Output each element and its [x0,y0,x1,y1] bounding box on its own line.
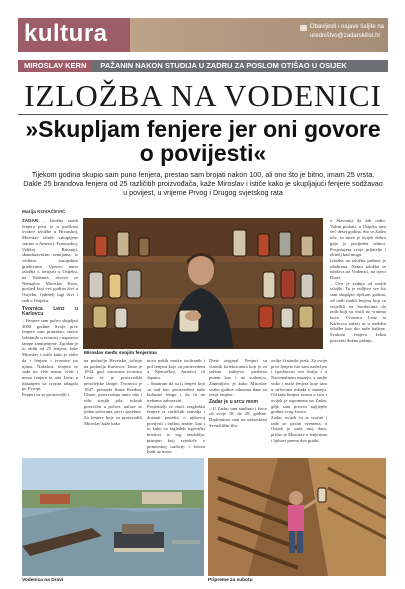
col1-para-1: – Izložba starih fenjera prva je u prošlosti ovakve izložbe u Hrvatskoj. Miroslav izlaže sakupljene starine u Americi, Francuskoj, Velikoj Britaniji, skandinavskim zemljama, te velikim europskim gradovima. Upravo tamo izložba i, ferujući u Osijeku, na Vodenici, otvorit će Nemajlov Miroslav Kern, posljeđ koji već godina živi u Osijeku, ljubitelj lugi živi i radi u Osijeku. [22,218,78,303]
kicker-subhead: PAŽANIN NAKON STUDIJA U ZADRU ZA POSLOM OTIŠAO U OSIJEK [100,61,347,70]
photo-pripreme-caption: Pripreme za subotu [208,578,253,583]
photo-vodenica-caption: Vodenica na Dravi [22,578,64,583]
section-title: kultura [24,20,108,47]
author-byline: Marija KOVAČEVIĆ [22,210,66,215]
col4-para-1: Dietz original. Fenjeri su vlasnik kolekcionara koji je za sobom zahtjeve prošetao putem kao i na vodenicu. Zanimljivo je kako Miroslav svako godine oduzima dane za svoje fenjere. [209,358,267,398]
photo-pripreme-graphic [208,458,386,576]
envelope-icon [300,25,307,31]
col1-para-3: Fenjeri su se proizvodili i [22,392,69,398]
photo-pripreme [208,458,386,576]
col1-para-2: – Fenjere sam počeo skupljati 2000. godine. Svoje prve fenjere sam pronašao, stavio faksimile u tvornici i napravio lampe zamijenjene. Zgodan je to oblik od 25 fenjera, kaže Miroslav i ističe kako je vidio da i fenjere i tvornice po njima. Nažalost, fenjera se sada ne više nema, tvrdi i nema fenjera iz rata Lenz, a tiskanjem sa svojim izlagala po Evropi. [22,317,78,392]
contact-line-2[interactable]: uredništvo@zadarskilist.hr [309,33,381,39]
photo-vodenica-graphic [22,458,204,576]
col1-subheading: Tvornica Lenz u Karlovcu [22,305,78,318]
lead-paragraph: Tijekom godina skupio sam puno fenjera, prestao sam brojati nakon 100, ali ono što je bitno, imam 25 vrsta. Dakle 25 brandova fenjera od 25 različitih proizvođača, kaže Miroslav i ističe kako je skupljajući fenjere sodžavao u povijest, u vrijeme Prvog i Drugog svjetskog rata [23,170,383,198]
article-column-6 [330,218,386,454]
col4-subheading: Zadar je u srcu mom [209,398,258,405]
section-header [18,18,388,52]
col4-para-2: – U Zadru sam studirao i živio od svoje 18. do 28. godine. Diplomirao sam na zadarskom Sveučilištu filo- [209,405,267,428]
col5-para-1: zofije i latinski jezik. Za svoje prve fenjere bio sam zadivljen i ispoštovao ove kutije i u Nacionalnom muzeju, a ondje vidio i malo fenjera koje sam u stilovima nikada u muzeju. Od tada fenjere nosim u srcu i uvijek je uspomena na Zadar, gdje sam proveo najljepše godine svog života. [271,358,327,415]
col6-para-1: o Slavoniji da bih radio. Volim probati, u Osijeku sam već deset godina. Sto se Zadra tiče, za more je uvijek dobro gdje je posljedni odmor. Posjećujem svoje prijatelje i obitelj kad mogu. [330,218,386,258]
col2-para-1: na području Hrvatske, točnije na području Karlovca. Tamo je 1934. god. osnovana tvornica Lenz te je proizvodila petrolejske lampe. Tvornica je 1947. preuzela firma Kordun. Ubrzo, proizvodnja tamo nije i više strojih pila, ruksak posvećen u počeci, nalaze se jedno sačuvana, prvi i posebno. Za fenjere koje su proizvodili Miroslav kaže kako [84,358,142,426]
col5-para-2: Zadar, uvijek ću se vraćati i rado se sjećati vremena, a Osijek je sada moj dom, pričao je Miroslav o fenjerima i ljubavi prema dva grada. [271,415,327,443]
photo-vodenica [22,458,204,576]
article-column-2 [84,358,142,454]
quote-title: »Skupljam fenjere jer oni govore o povijesti« [25,116,381,166]
col3-para-1: nova nekih marke izoliranih i pol fenjera koje su proizvedeni u Njemačkoj, Americi ili Japanu. [147,358,205,381]
kicker-name: MIROSLAV KERN [18,60,92,72]
headline-rule [18,114,388,115]
article-column-5 [271,358,327,454]
section-logo [18,18,130,52]
dateline: ZADAR [22,218,39,223]
article-column-4 [209,358,267,454]
photo-lanterns-caption: Miroslav među svojim fenjerima [84,351,157,356]
col6-para-2: Izložba na izložbu pušteni je odobrena. Nemu izložba se održava na Vodenici, na rijeci Dravi. [330,257,386,281]
col3-para-2: – Smatram da su ti fenjeri koji su sad kao proizvedeni naše kulturne blago i da ih ne trebamo zaboraviti. [147,380,205,403]
kicker-bar [18,60,388,72]
col3-para-3: Posjetitelji će moći razgledati fenjere iz različitih zemalja i doznati ponešto o njihovoj povijesti i načinu izrade, kao i to kako su izgledali trgovački brodovi iz tog razdoblja, primjeri koji svjedoče o pomorskoj tradiciji i životu ljudi uz more. [147,403,205,454]
article-column-3 [147,358,205,454]
photo-lanterns [83,218,323,349]
contact-info [300,23,384,41]
headline: IZLOŽBA NA VODENICI [24,78,382,113]
col6-para-3: – Ovo je zadnja od mojih izložbi. Tu je vidljivo sve što sam skupljao tijekom godina, od onih malih fenjera koji su svijetlili na brodovima do onih koji su visili na vratima kuća. Tvornica Lenz iz Karlovca nalazi se u središtu izložbe kao dio naše baštine. Svakom fenjeru želim posvetiti dužnu pažnju. [330,280,386,343]
photo-lanterns-graphic [83,218,323,349]
contact-line-1: Obavijesti i najave šaljite na [309,24,384,30]
article-column-1 [22,218,78,446]
